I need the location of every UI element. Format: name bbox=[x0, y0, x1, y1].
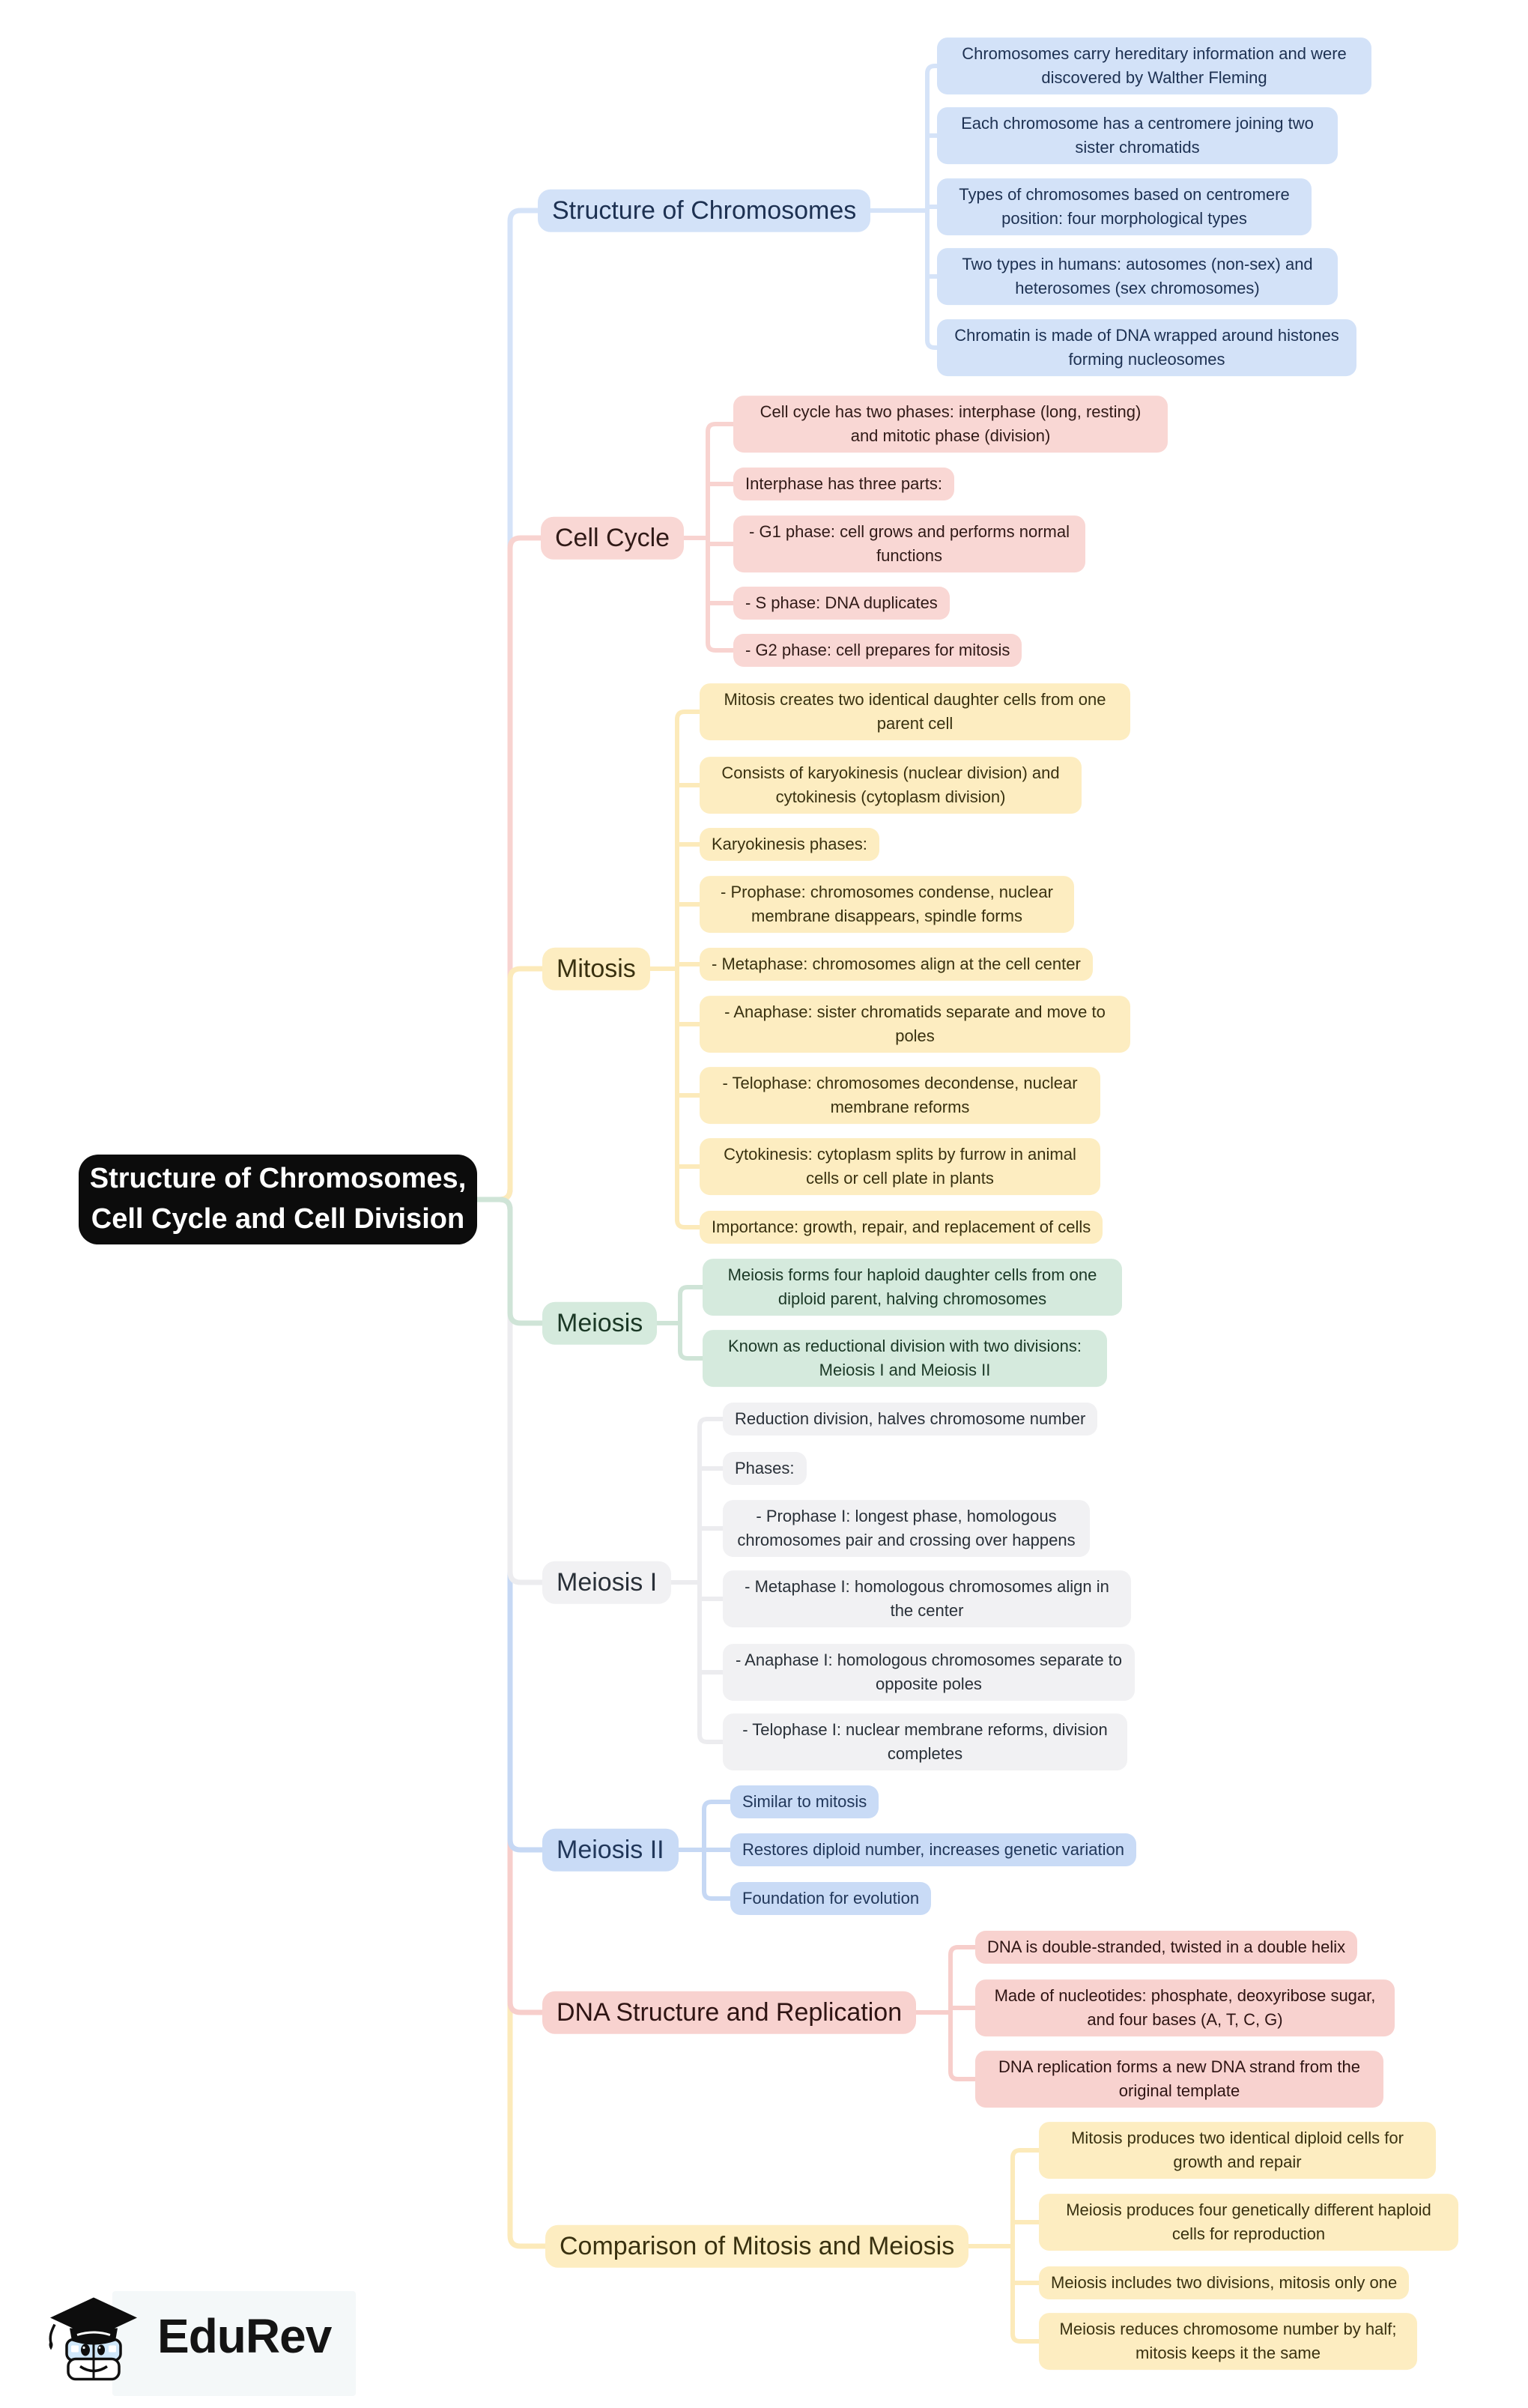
topic-item-meiosis-ii-2: Restores diploid number, increases genetic variation bbox=[730, 1833, 1136, 1866]
topic-item-cell-cycle-3: - G1 phase: cell grows and performs normal functions bbox=[733, 515, 1085, 572]
topic-item-structure-of-chromosomes-1: Chromosomes carry hereditary information and were discovered by Walther Fleming bbox=[937, 37, 1371, 94]
topic-item-mitosis-4: - Prophase: chromosomes condense, nuclear membrane disappears, spindle forms bbox=[700, 876, 1074, 933]
branch-label-dna-structure-and-replication: DNA Structure and Replication bbox=[542, 1991, 916, 2034]
topic-item-structure-of-chromosomes-3: Types of chromosomes based on centromere position: four morphological types bbox=[937, 178, 1312, 235]
branch-label-cell-cycle: Cell Cycle bbox=[541, 517, 684, 560]
topic-item-mitosis-3: Karyokinesis phases: bbox=[700, 828, 879, 861]
branch-label-structure-of-chromosomes: Structure of Chromosomes bbox=[538, 190, 870, 232]
branch-label-comparison-of-mitosis-and-meiosis: Comparison of Mitosis and Meiosis bbox=[545, 2225, 968, 2268]
topic-item-meiosis-i-1: Reduction division, halves chromosome number bbox=[723, 1403, 1097, 1436]
branch-label-mitosis: Mitosis bbox=[542, 948, 650, 990]
topic-item-cell-cycle-4: - S phase: DNA duplicates bbox=[733, 587, 950, 620]
edurev-logo bbox=[41, 2285, 356, 2398]
topic-item-mitosis-6: - Anaphase: sister chromatids separate and move to poles bbox=[700, 996, 1130, 1053]
topic-item-comparison-of-mitosis-and-meiosis-2: Meiosis produces four genetically different haploid cells for reproduction bbox=[1039, 2194, 1458, 2251]
topic-item-structure-of-chromosomes-5: Chromatin is made of DNA wrapped around histones forming nucleosomes bbox=[937, 319, 1356, 376]
topic-item-structure-of-chromosomes-2: Each chromosome has a centromere joining two sister chromatids bbox=[937, 107, 1338, 164]
topic-item-cell-cycle-5: - G2 phase: cell prepares for mitosis bbox=[733, 634, 1022, 667]
topic-item-mitosis-8: Cytokinesis: cytoplasm splits by furrow in animal cells or cell plate in plants bbox=[700, 1138, 1100, 1195]
topic-item-mitosis-9: Importance: growth, repair, and replacement of cells bbox=[700, 1211, 1103, 1244]
edurev-brand-text: EduRev bbox=[157, 2309, 332, 2363]
branch-label-meiosis-ii: Meiosis II bbox=[542, 1829, 679, 1872]
topic-item-meiosis-i-5: - Anaphase I: homologous chromosomes separate to opposite poles bbox=[723, 1644, 1135, 1701]
central-topic-line1: Structure of Chromosomes, bbox=[89, 1163, 467, 1195]
topic-item-meiosis-i-4: - Metaphase I: homologous chromosomes align in the center bbox=[723, 1570, 1131, 1627]
topic-item-meiosis-i-3: - Prophase I: longest phase, homologous chromosomes pair and crossing over happens bbox=[723, 1500, 1090, 1557]
topic-item-comparison-of-mitosis-and-meiosis-1: Mitosis produces two identical diploid cells for growth and repair bbox=[1039, 2122, 1436, 2179]
topic-item-meiosis-2: Known as reductional division with two divisions: Meiosis I and Meiosis II bbox=[703, 1330, 1107, 1387]
branch-label-meiosis-i: Meiosis I bbox=[542, 1561, 671, 1604]
branch-label-meiosis: Meiosis bbox=[542, 1302, 657, 1345]
topic-item-comparison-of-mitosis-and-meiosis-3: Meiosis includes two divisions, mitosis only one bbox=[1039, 2266, 1409, 2299]
edurev-mascot-icon bbox=[41, 2291, 146, 2385]
topic-item-meiosis-ii-1: Similar to mitosis bbox=[730, 1785, 879, 1818]
central-topic-line2: Cell Cycle and Cell Division bbox=[91, 1203, 465, 1235]
topic-item-meiosis-i-6: - Telophase I: nuclear membrane reforms, division completes bbox=[723, 1713, 1127, 1770]
topic-item-structure-of-chromosomes-4: Two types in humans: autosomes (non-sex) and heterosomes (sex chromosomes) bbox=[937, 248, 1338, 305]
central-topic bbox=[79, 1155, 477, 1244]
topic-item-meiosis-1: Meiosis forms four haploid daughter cells from one diploid parent, halving chromosomes bbox=[703, 1259, 1122, 1316]
topic-item-meiosis-i-2: Phases: bbox=[723, 1452, 807, 1485]
topic-item-cell-cycle-1: Cell cycle has two phases: interphase (long, resting) and mitotic phase (division) bbox=[733, 396, 1168, 453]
topic-item-mitosis-2: Consists of karyokinesis (nuclear division) and cytokinesis (cytoplasm division) bbox=[700, 757, 1082, 814]
topic-item-mitosis-7: - Telophase: chromosomes decondense, nuclear membrane reforms bbox=[700, 1067, 1100, 1124]
topic-item-dna-structure-and-replication-1: DNA is double-stranded, twisted in a double helix bbox=[975, 1931, 1357, 1964]
topic-item-cell-cycle-2: Interphase has three parts: bbox=[733, 468, 954, 500]
topic-item-mitosis-1: Mitosis creates two identical daughter cells from one parent cell bbox=[700, 683, 1130, 740]
topic-item-dna-structure-and-replication-3: DNA replication forms a new DNA strand from the original template bbox=[975, 2051, 1383, 2108]
topic-item-dna-structure-and-replication-2: Made of nucleotides: phosphate, deoxyribose sugar, and four bases (A, T, C, G) bbox=[975, 1979, 1395, 2036]
topic-item-comparison-of-mitosis-and-meiosis-4: Meiosis reduces chromosome number by half; mitosis keeps it the same bbox=[1039, 2313, 1417, 2370]
topic-item-meiosis-ii-3: Foundation for evolution bbox=[730, 1882, 931, 1915]
topic-item-mitosis-5: - Metaphase: chromosomes align at the cell center bbox=[700, 948, 1093, 981]
